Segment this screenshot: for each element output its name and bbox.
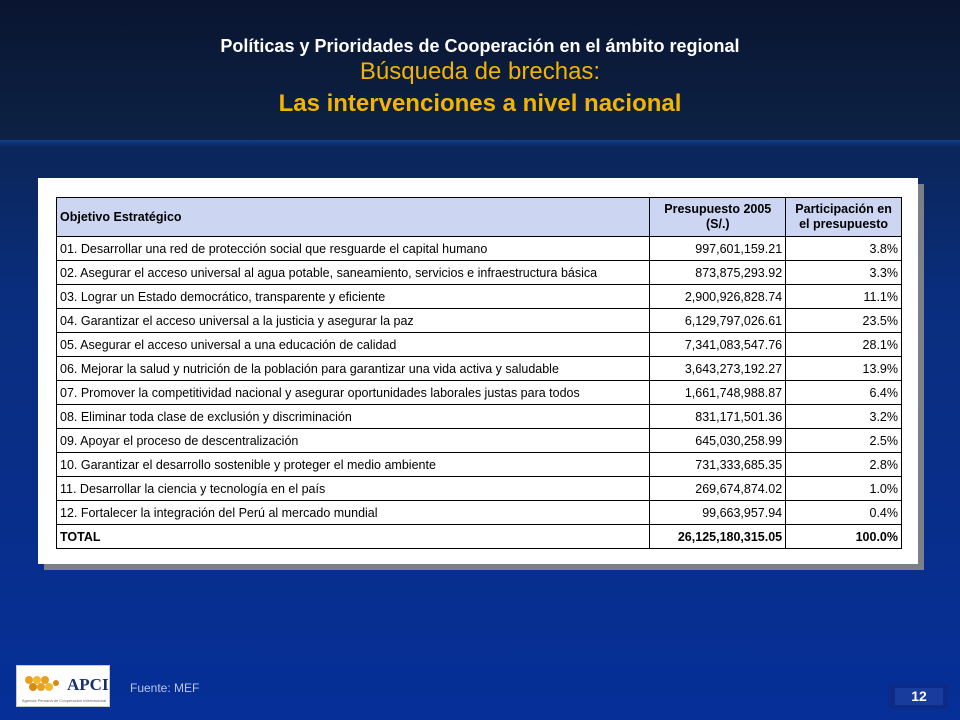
column-header-line: el presupuesto (799, 217, 889, 231)
share-cell: 13.9% (786, 357, 902, 381)
objective-cell: 04. Garantizar el acceso universal a la justicia y asegurar la paz (57, 309, 650, 333)
page-number: 12 (895, 688, 943, 705)
share-cell: 2.8% (786, 453, 902, 477)
budget-cell: 645,030,258.99 (650, 429, 786, 453)
table-total-row (57, 525, 902, 549)
column-header-line: Presupuesto 2005 (664, 202, 772, 216)
share-cell: 3.3% (786, 261, 902, 285)
table-row (57, 405, 902, 429)
budget-cell: 1,661,748,988.87 (650, 381, 786, 405)
objective-cell: 11. Desarrollar la ciencia y tecnología en el país (57, 477, 650, 501)
table-row (57, 333, 902, 357)
slide-subtitle-bold: Las intervenciones a nivel nacional (278, 90, 682, 117)
share-cell: 11.1% (786, 285, 902, 309)
table-body (57, 237, 902, 549)
column-header-share (786, 198, 902, 237)
objective-cell: 07. Promover la competitividad nacional y asegurar oportunidades laborales justas para todos (57, 381, 650, 405)
apci-logo-icon (23, 674, 63, 694)
share-cell: 6.4% (786, 381, 902, 405)
table-row (57, 357, 902, 381)
table-row (57, 429, 902, 453)
objective-cell: 05. Asegurar el acceso universal a una educación de calidad (57, 333, 650, 357)
table-row (57, 261, 902, 285)
budget-cell: 997,601,159.21 (650, 237, 786, 261)
objective-cell: 10. Garantizar el desarrollo sostenible y proteger el medio ambiente (57, 453, 650, 477)
budget-cell: 731,333,685.35 (650, 453, 786, 477)
budget-cell: 873,875,293.92 (650, 261, 786, 285)
budget-cell: 831,171,501.36 (650, 405, 786, 429)
column-header-line: Participación en (795, 202, 892, 216)
table-row (57, 309, 902, 333)
column-header-budget (650, 198, 786, 237)
objective-cell: 09. Apoyar el proceso de descentralización (57, 429, 650, 453)
objective-cell: 03. Lograr un Estado democrático, transparente y eficiente (57, 285, 650, 309)
share-cell: 100.0% (786, 525, 902, 549)
objective-cell: 06. Mejorar la salud y nutrición de la población para garantizar una vida activa y saludable (57, 357, 650, 381)
table-header-row (57, 198, 902, 237)
column-header-objective: Objetivo Estratégico (57, 198, 650, 237)
budget-cell: 99,663,957.94 (650, 501, 786, 525)
budget-cell: 2,900,926,828.74 (650, 285, 786, 309)
objective-cell: 01. Desarrollar una red de protección social que resguarde el capital humano (57, 237, 650, 261)
budget-table (56, 197, 902, 549)
budget-cell: 26,125,180,315.05 (650, 525, 786, 549)
objective-cell: TOTAL (57, 525, 650, 549)
budget-cell: 6,129,797,026.61 (650, 309, 786, 333)
table-row (57, 285, 902, 309)
budget-cell: 7,341,083,547.76 (650, 333, 786, 357)
share-cell: 2.5% (786, 429, 902, 453)
objective-cell: 02. Asegurar el acceso universal al agua potable, saneamiento, servicios e infraestructura básica (57, 261, 650, 285)
slide-subtitle: Búsqueda de brechas: (359, 58, 601, 85)
budget-cell: 3,643,273,192.27 (650, 357, 786, 381)
table-row (57, 453, 902, 477)
share-cell: 3.2% (786, 405, 902, 429)
share-cell: 23.5% (786, 309, 902, 333)
apci-logo-subtext: Agencia Peruana de Cooperación Internacional (22, 698, 107, 703)
column-header-line: (S/.) (705, 217, 730, 231)
share-cell: 1.0% (786, 477, 902, 501)
source-note: Fuente: MEF (130, 681, 200, 695)
slide-title: Políticas y Prioridades de Cooperación en el ámbito regional (220, 36, 740, 56)
share-cell: 0.4% (786, 501, 902, 525)
share-cell: 3.8% (786, 237, 902, 261)
objective-cell: 08. Eliminar toda clase de exclusión y discriminación (57, 405, 650, 429)
header-divider (0, 140, 960, 146)
apci-logo (16, 665, 110, 707)
table-row (57, 381, 902, 405)
table-row (57, 477, 902, 501)
table-row (57, 237, 902, 261)
share-cell: 28.1% (786, 333, 902, 357)
budget-cell: 269,674,874.02 (650, 477, 786, 501)
apci-logo-text: APCI (67, 675, 109, 694)
table-row (57, 501, 902, 525)
objective-cell: 12. Fortalecer la integración del Perú al mercado mundial (57, 501, 650, 525)
